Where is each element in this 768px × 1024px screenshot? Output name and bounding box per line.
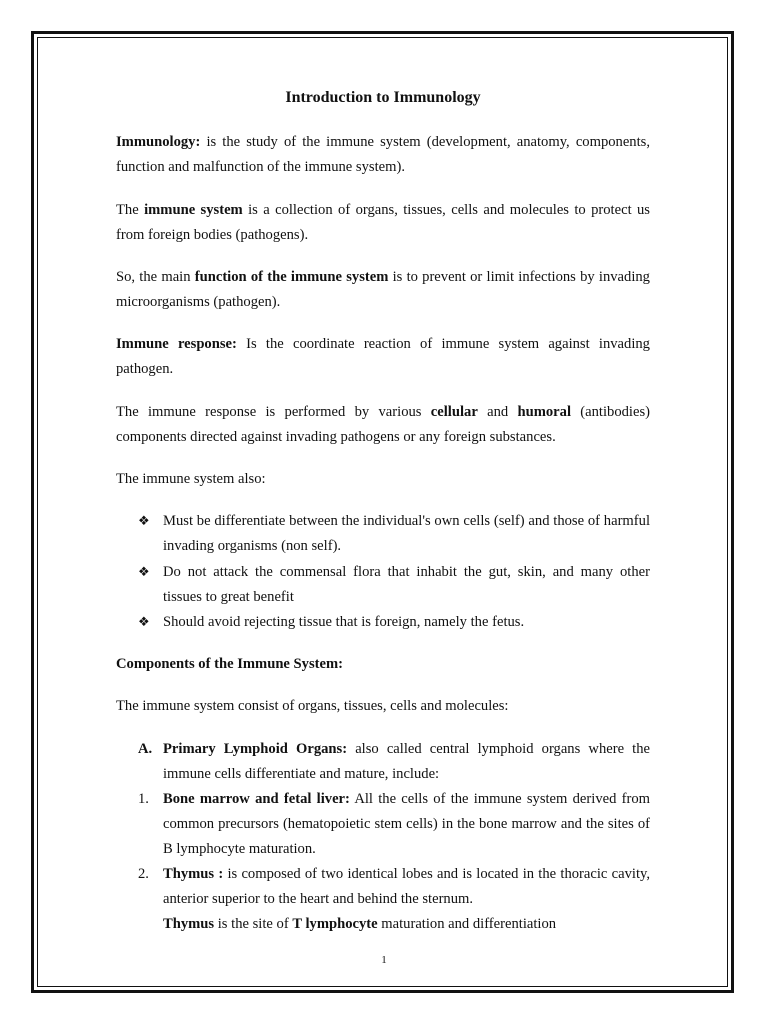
document-title: Introduction to Immunology bbox=[285, 89, 481, 106]
page-number: 1 bbox=[381, 954, 387, 966]
paragraph-cellular-humoral: The immune response is performed by various cellular and humoral (antibodies) components directed against invading pathogens or any foreign substances. bbox=[116, 404, 651, 445]
components-heading: Components of the Immune System: bbox=[116, 656, 344, 672]
bullet-item bbox=[138, 610, 650, 635]
diamond-bullet-icon: ❖ bbox=[138, 565, 150, 580]
list-text: Thymus : is composed of two identical lobes and is located in the thoracic cavity, anterior superior to the heart and behind the sternum. bbox=[163, 866, 650, 907]
thymus-note: Thymus is the site of T lymphocyte maturation and differentiation bbox=[163, 916, 557, 932]
list-marker: 1. bbox=[138, 791, 149, 807]
bullet-text: Should avoid rejecting tissue that is foreign, namely the fetus. bbox=[163, 614, 525, 630]
paragraph-main-function: So, the main function of the immune system is to prevent or limit infections by invading microorganisms (pathogen). bbox=[116, 269, 650, 310]
paragraph-immune-system: The immune system is a collection of organs, tissues, cells and molecules to protect us from foreign bodies (pathogens). bbox=[116, 202, 650, 243]
list-item-a bbox=[138, 737, 650, 787]
components-intro: The immune system consist of organs, tissues, cells and molecules: bbox=[116, 698, 509, 714]
term-cellular: cellular bbox=[430, 404, 478, 420]
list-text: Bone marrow and fetal liver: All the cells of the immune system derived from common precursors (hematopoietic stem cells) in the bone marrow and the sites of B lymphocyte maturation. bbox=[163, 791, 650, 857]
bullet-text: Do not attack the commensal flora that inhabit the gut, skin, and many other tissues to great benefit bbox=[163, 564, 650, 605]
paragraph-system-also: The immune system also: bbox=[116, 471, 266, 487]
list-text: Primary Lymphoid Organs: also called central lymphoid organs where the immune cells differentiate and mature, include: bbox=[163, 741, 650, 782]
term-humoral: humoral bbox=[517, 404, 571, 420]
list-item-2 bbox=[138, 862, 650, 937]
term-immune-response: Immune response: bbox=[116, 336, 237, 352]
term-immunology: Immunology: bbox=[116, 134, 201, 150]
paragraph-immunology-definition: Immunology: is the study of the immune system (development, anatomy, components, function and malfunction of the immune system). bbox=[116, 134, 650, 175]
paragraph-immune-response: Immune response: Is the coordinate reaction of immune system against invading pathogen. bbox=[116, 336, 650, 377]
diamond-bullet-icon: ❖ bbox=[138, 514, 150, 529]
list-item-1 bbox=[138, 787, 650, 862]
diamond-bullet-icon: ❖ bbox=[138, 615, 150, 630]
bullet-item bbox=[138, 509, 650, 559]
list-marker: A. bbox=[138, 741, 153, 757]
bullet-item bbox=[138, 560, 650, 610]
term-immune-system: immune system bbox=[144, 202, 243, 218]
term-function: function of the immune system bbox=[194, 269, 389, 285]
bullet-text: Must be differentiate between the individual's own cells (self) and those of harmful invading organisms (non self). bbox=[163, 513, 650, 554]
list-marker: 2. bbox=[138, 866, 149, 882]
